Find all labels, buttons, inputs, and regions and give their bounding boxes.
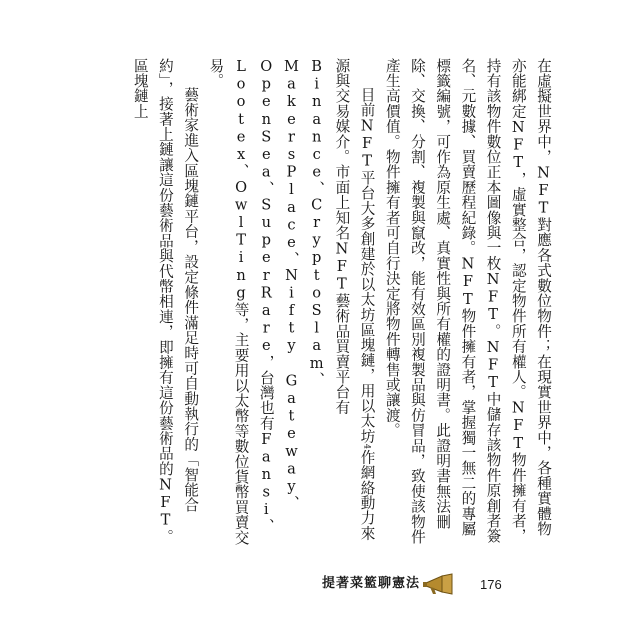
- book-title: 提著菜籃聊憲法: [321, 576, 420, 591]
- paragraph-2-part-b: 作網絡動力來源與交易媒介。市面上知名NFT藝術品買賣平台有Binance、CryptoSlam、MakersPlace、Nifty Gateway、OpenSea、SuperRare，台灣也有Fansi、Lootex、OwlTing等，主要用以太幣等數位貨幣買賣交易。: [207, 58, 376, 546]
- paragraph-1: 在虛擬世界中，NFT對應各式數位物件；在現實世界中，各種實體物亦能綁定NFT，虛實整合，認定物件所有權人。NFT物件擁有者，持有該物件數位正本圖像與一枚NFT。NFT中儲存該物件原創者簽名、元數據、買賣歷程紀錄。NFT物件擁有者，掌握獨一無二的專屬標籤編號，可作為原生處、真實性與所有權的證明書。此證明書無法刪除、交換、分割、複製與竄改，能有效區別複製品與仿冒品，致使該物件產生高價值。物件擁有者可自行決定將物件轉售或讓渡。: [383, 58, 552, 545]
- paragraph-2: [203, 58, 379, 550]
- footnote-marker: 4: [362, 444, 372, 450]
- paragraph-2-part-a: 目前NFT平台大多創建於以太坊區塊鏈，用以太坊: [358, 87, 376, 444]
- page-number: 176: [480, 577, 502, 592]
- megaphone-icon: [422, 574, 456, 596]
- page-footer: [0, 574, 640, 598]
- paragraph-3: 藝術家進入區塊鏈平台，設定條件滿足時可自動執行的「智能合約」，接著上鏈讓這份藝術品與代幣相連，即擁有這份藝術品的NFT。區塊鏈上: [131, 58, 200, 545]
- vertical-text-block: [131, 58, 556, 550]
